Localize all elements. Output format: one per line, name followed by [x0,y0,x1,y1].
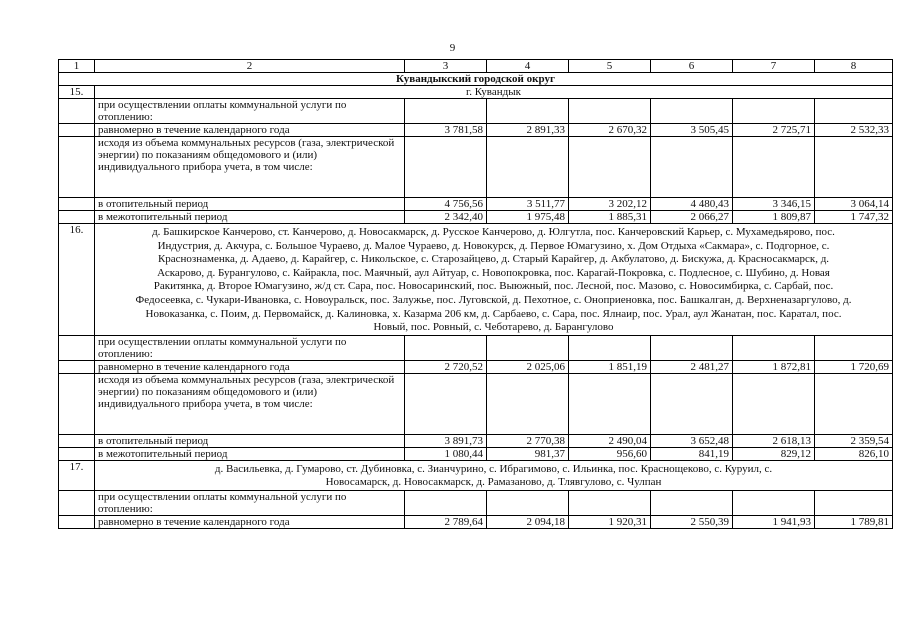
value-cell: 829,12 [733,447,815,460]
value-cell: 2 789,64 [405,515,487,528]
value-cell: 3 064,14 [815,198,893,211]
value-cell: 956,60 [569,447,651,460]
value-cell: 1 720,69 [815,360,893,373]
meter-label: исходя из объема коммунальных ресурсов (газа, электрической энергии) по показаниям общедомового и (или) индивидуального прибора учета, в том числе: [95,373,405,434]
value-cell: 1 851,19 [569,360,651,373]
value-cell: 2 618,13 [733,434,815,447]
heating-label: в отопительный период [95,434,405,447]
interheating-label: в межотопительный период [95,447,405,460]
value-cell: 2 770,38 [487,434,569,447]
value-cell: 3 781,58 [405,124,487,137]
payment-label-row [59,335,893,360]
value-cell: 2 891,33 [487,124,569,137]
value-cell: 1 941,93 [733,515,815,528]
locality-row [59,224,893,336]
uniform-row [59,124,893,137]
value-cell: 3 505,45 [651,124,733,137]
payment-label-row [59,99,893,124]
value-cell: 1 975,48 [487,211,569,224]
value-cell: 1 872,81 [733,360,815,373]
locality-name: г. Кувандык [95,86,893,99]
row-number: 17. [59,460,95,490]
uniform-row [59,515,893,528]
value-cell: 2 550,39 [651,515,733,528]
column-number: 3 [405,60,487,73]
interheating-row [59,211,893,224]
meter-label-row [59,137,893,198]
value-cell: 2 481,27 [651,360,733,373]
payment-label: при осуществлении оплаты коммунальной услуги по отоплению: [95,490,405,515]
page-number: 9 [449,42,456,54]
payment-label-row [59,490,893,515]
value-cell: 2 490,04 [569,434,651,447]
uniform-label: равномерно в течение календарного года [95,360,405,373]
interheating-label: в межотопительный период [95,211,405,224]
value-cell: 3 202,12 [569,198,651,211]
column-number: 2 [95,60,405,73]
value-cell: 3 346,15 [733,198,815,211]
district-title: Кувандыкский городской округ [59,73,893,86]
value-cell: 2 066,27 [651,211,733,224]
value-cell: 981,37 [487,447,569,460]
value-cell: 2 532,33 [815,124,893,137]
interheating-row [59,447,893,460]
column-number: 7 [733,60,815,73]
locality-list: д. Башкирское Канчерово, ст. Канчерово, д. Новосакмарск, д. Русское Канчерово, д. Юлгутла, пос. Канчеровский Карьер, с. Мухамедьярово, пос. Индустрия, д. Акчура, с. Большое Чураево, д. Малое Чураево, д. Новокурск, д. Первое Юмагузино, х. Дом Отдыха «Сакмара», с. Подгорное, с. Краснознаменка, д. Адаево, д. Карайгер, с. Никольское, с. Старозайцево, д. Старый Карайгер, д. Акбулатово, д. Бискужа, д. Красносакмарск, д. Аскарово, д. Бурангулово, с. Кайракла, пос. Маячный, аул Айтуар, с. Новопокровка, пос. Карагай-Покровка, с. Подлесное, с. Шубино, д. Новая Ракитянка, д. Второе Юмагузино, ж/д ст. Сара, пос. Новосаринский, пос. Выюжный, пос. Лесной, пос. Мазово, с. Новосимбирка, с. Сарбай, пос. Федосеевка, с. Чукари-Ивановка, с. Новоуральск, пос. Залужье, пос. Луговской, д. Пехотное, с. Оноприеновка, пос. Башкалган, д. Верхненазаргулово, д. Новоказанка, с. Поим, д. Первомайск, д. Калиновка, х. Казарма 206 км, д. Сарбаево, с. Сара, пос. Ялнаир, пос. Урал, аул Жанатан, пос. Каратал, пос. Новый, пос. Ровный, с. Чеботарево, д. Барангулово [95,224,893,336]
row-number: 15. [59,86,95,99]
value-cell: 1 809,87 [733,211,815,224]
value-cell: 3 511,77 [487,198,569,211]
payment-label: при осуществлении оплаты коммунальной услуги по отоплению: [95,335,405,360]
locality-row [59,460,893,490]
column-number: 1 [59,60,95,73]
locality-list: д. Васильевка, д. Гумарово, ст. Дубиновка, с. Зианчурино, с. Ибрагимово, с. Ильинка, пос. Краснощеково, с. Куруил, с. Новосамарск, д. Новосакмарск, д. Рамазаново, д. Тлявгулово, с. Чулпан [95,460,893,490]
value-cell: 2 025,06 [487,360,569,373]
value-cell: 2 670,32 [569,124,651,137]
value-cell: 2 725,71 [733,124,815,137]
uniform-row [59,360,893,373]
value-cell: 1 747,32 [815,211,893,224]
uniform-label: равномерно в течение календарного года [95,124,405,137]
meter-label: исходя из объема коммунальных ресурсов (газа, электрической энергии) по показаниям общедомового и (или) индивидуального прибора учета, в том числе: [95,137,405,198]
row-number: 16. [59,224,95,336]
district-row [59,73,893,86]
value-cell: 2 359,54 [815,434,893,447]
payment-label: при осуществлении оплаты коммунальной услуги по отоплению: [95,99,405,124]
locality-row [59,86,893,99]
value-cell: 2 094,18 [487,515,569,528]
value-cell: 841,19 [651,447,733,460]
meter-label-row [59,373,893,434]
column-number: 5 [569,60,651,73]
value-cell: 2 342,40 [405,211,487,224]
value-cell: 3 891,73 [405,434,487,447]
heating-row [59,198,893,211]
uniform-label: равномерно в течение календарного года [95,515,405,528]
heating-row [59,434,893,447]
value-cell: 1 920,31 [569,515,651,528]
value-cell: 2 720,52 [405,360,487,373]
value-cell: 3 652,48 [651,434,733,447]
value-cell: 1 885,31 [569,211,651,224]
column-number: 8 [815,60,893,73]
value-cell: 4 480,43 [651,198,733,211]
value-cell: 1 080,44 [405,447,487,460]
column-number: 4 [487,60,569,73]
value-cell: 4 756,56 [405,198,487,211]
column-number-row [59,60,893,73]
value-cell: 826,10 [815,447,893,460]
value-cell: 1 789,81 [815,515,893,528]
column-number: 6 [651,60,733,73]
heating-label: в отопительный период [95,198,405,211]
tariff-table [58,59,893,529]
